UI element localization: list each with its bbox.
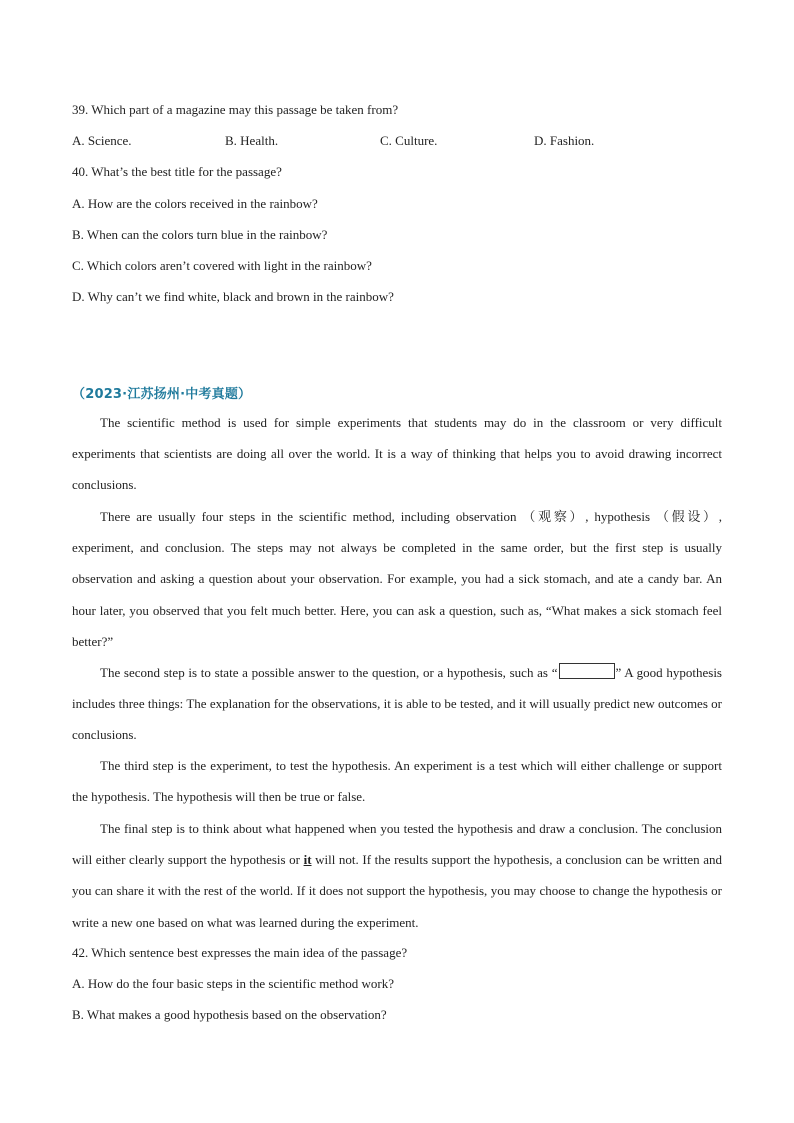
option-b: B. Health.: [225, 133, 279, 148]
paragraph-3: [72, 657, 722, 751]
paragraph-5: [72, 813, 722, 938]
paragraph-2: There are usually four steps in the scientific method, including observation （观察）, hypothesis （假设）, experiment, and conclusion. The steps may not always be completed in the same order, but the first step is usually observation and asking a question about your observation. For example, you had a sick stomach, and ate a candy bar. An hour later, you observed that you felt much better. Here, you can ask a question, such as, “What makes a sick stomach feel better?”: [72, 509, 722, 649]
question-39-options: [72, 133, 722, 149]
question-40-text: 40. What’s the best title for the passage?: [72, 164, 282, 179]
underlined-keyword: it: [303, 852, 312, 868]
option-b: B. What makes a good hypothesis based on the observation?: [72, 1007, 387, 1022]
option-a: A. How are the colors received in the rainbow?: [72, 196, 318, 211]
question-39-text: 39. Which part of a magazine may this passage be taken from?: [72, 102, 399, 117]
source-label: （2023·江苏扬州·中考真题）: [72, 387, 252, 402]
option-c: C. Which colors aren’t covered with light in the rainbow?: [72, 258, 372, 273]
option-b: B. When can the colors turn blue in the rainbow?: [72, 227, 328, 242]
option-c: C. Culture.: [380, 133, 438, 148]
paragraph-5-start: The final step is to think about what happened when you tested the hypothesis and draw a conclusion. The conclusion will either clearly support the hypothesis or: [72, 821, 722, 868]
paragraph-4: The third step is the experiment, to test the hypothesis. An experiment is a test which will either challenge or support the hypothesis. The hypothesis will then be true or false.: [72, 758, 722, 805]
paragraph-1: The scientific method is used for simple experiments that students may do in the classroom or very difficult experiments that scientists are doing all over the world. It is a way of thinking that helps you to avoid drawing incorrect conclusions.: [72, 415, 722, 493]
paragraph-5-end: will not. If the results support the hypothesis, a conclusion can be written and you can share it with the rest of the world. If it does not support the hypothesis, you may choose to change the hypothesis or write a new one based on what was learned during the experiment.: [72, 852, 722, 930]
paragraph-3-end: ” A good hypothesis includes three things: The explanation for the observations, it is able to be tested, and it will usually predict new outcomes or conclusions.: [72, 665, 722, 743]
paragraph-3-start: The second step is to state a possible answer to the question, or a hypothesis, such as “: [100, 665, 558, 680]
option-d: D. Fashion.: [534, 133, 595, 148]
option-d: D. Why can’t we find white, black and brown in the rainbow?: [72, 289, 394, 304]
question-42-text: 42. Which sentence best expresses the main idea of the passage?: [72, 945, 408, 960]
option-a: A. Science.: [72, 133, 132, 148]
option-a: A. How do the four basic steps in the scientific method work?: [72, 976, 395, 991]
answer-blank: [559, 663, 615, 679]
